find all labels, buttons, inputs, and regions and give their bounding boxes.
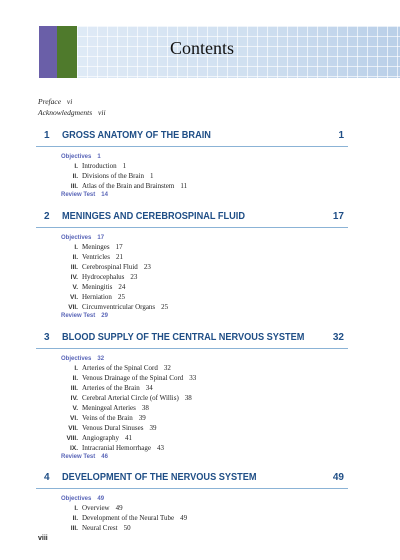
entry-numeral: VIII.: [66, 435, 78, 442]
entry-numeral: III.: [70, 385, 78, 392]
entry-text: Overview: [82, 504, 110, 512]
entry-text: Ventricles: [82, 253, 110, 261]
entry-text: Cerebral Arterial Circle (of Willis): [82, 394, 179, 402]
toc-entry[interactable]: [56, 162, 126, 170]
chapter-3-review-test[interactable]: [61, 454, 108, 460]
toc-entry[interactable]: [56, 504, 123, 512]
toc-entry[interactable]: [56, 364, 171, 372]
entry-numeral: III.: [70, 264, 78, 271]
chapter-1-review-test[interactable]: [61, 192, 108, 198]
toc-entry[interactable]: [56, 444, 164, 452]
entry-text: Circumventricular Organs: [82, 303, 156, 311]
entry-page: 24: [118, 283, 126, 291]
entry-text: Arteries of the Spinal Cord: [82, 364, 158, 372]
toc-entry[interactable]: [56, 182, 187, 190]
entry-text: Cerebrospinal Fluid: [82, 263, 138, 271]
chapter-number: 3: [44, 332, 50, 343]
entry-page: 38: [184, 394, 192, 402]
chapter-1-objectives[interactable]: [61, 154, 101, 160]
toc-entry[interactable]: [56, 283, 125, 291]
entry-page: 25: [117, 293, 125, 301]
entry-page: 17: [115, 243, 123, 251]
front-matter-label: Acknowledgments: [38, 108, 93, 117]
toc-entry[interactable]: [56, 374, 196, 382]
chapter-2-review-test[interactable]: [61, 313, 108, 319]
blue-grid-band: [77, 26, 400, 78]
front-matter-page: vii: [98, 108, 106, 117]
entry-page: 1: [122, 162, 127, 170]
entry-text: Veins of the Brain: [82, 414, 133, 422]
entry-text: Meningitis: [82, 283, 113, 291]
toc-entry[interactable]: [56, 524, 131, 532]
entry-text: Meninges: [82, 243, 110, 251]
review-label: Review Test: [61, 313, 96, 319]
chapter-page: 1: [338, 130, 344, 141]
chapter-number: 4: [44, 472, 50, 483]
objectives-page: 17: [97, 235, 105, 241]
entry-numeral: I.: [74, 244, 78, 251]
entry-text: Atlas of the Brain and Brainstem: [82, 182, 175, 190]
front-matter-label: Preface: [38, 97, 62, 106]
toc-entry[interactable]: [56, 293, 125, 301]
toc-entry[interactable]: [56, 303, 168, 311]
entry-text: Divisions of the Brain: [82, 172, 145, 180]
entry-page: 39: [138, 414, 146, 422]
chapter-title: BLOOD SUPPLY OF THE CENTRAL NERVOUS SYSTEM: [62, 332, 305, 343]
entry-page: 23: [130, 273, 138, 281]
toc-entry[interactable]: [56, 394, 192, 402]
chapter-3-objectives[interactable]: [61, 356, 104, 362]
entry-text: Venous Dural Sinuses: [82, 424, 144, 432]
entry-numeral: V.: [72, 284, 78, 291]
front-matter-page: vi: [66, 97, 73, 106]
objectives-page: 1: [97, 154, 101, 160]
chapter-page: 49: [332, 472, 344, 483]
entry-page: 11: [180, 182, 188, 190]
review-page: 46: [101, 454, 108, 460]
chapter-title: MENINGES AND CEREBROSPINAL FLUID: [62, 211, 245, 222]
toc-entry[interactable]: [56, 434, 132, 442]
chapter-3-heading[interactable]: [36, 330, 348, 349]
entry-numeral: VII.: [68, 425, 78, 432]
toc-entry[interactable]: [56, 172, 154, 180]
entry-numeral: V.: [72, 405, 78, 412]
entry-page: 34: [145, 384, 153, 392]
entry-numeral: IV.: [70, 395, 78, 402]
green-color-bar: [57, 26, 77, 78]
toc-entry[interactable]: [56, 263, 151, 271]
entry-page: 43: [157, 444, 164, 452]
entry-text: Meningeal Arteries: [82, 404, 136, 412]
entry-numeral: VII.: [68, 304, 78, 311]
chapter-4-heading[interactable]: [36, 470, 348, 489]
chapter-number: 2: [44, 211, 50, 222]
review-page: 29: [101, 313, 108, 319]
entry-numeral: II.: [72, 254, 78, 261]
objectives-page: 49: [97, 496, 105, 502]
entry-text: Arteries of the Brain: [82, 384, 140, 392]
entry-text: Neural Crest: [82, 524, 118, 532]
entry-text: Hydrocephalus: [82, 273, 125, 281]
entry-page: 25: [161, 303, 169, 311]
entry-text: Venous Drainage of the Spinal Cord: [82, 374, 184, 382]
entry-text: Development of the Neural Tube: [82, 514, 175, 522]
front-matter-acknowledgments[interactable]: [38, 108, 106, 117]
toc-entry[interactable]: [56, 404, 149, 412]
chapter-page: 17: [332, 211, 344, 222]
objectives-label: Objectives: [61, 235, 92, 241]
chapter-2-heading[interactable]: [36, 209, 348, 228]
chapter-title: DEVELOPMENT OF THE NERVOUS SYSTEM: [62, 472, 257, 483]
chapter-number: 1: [44, 130, 50, 141]
entry-page: 21: [116, 253, 123, 261]
entry-text: Herniation: [82, 293, 112, 301]
entry-page: 49: [115, 504, 123, 512]
page-number: viii: [38, 535, 48, 542]
entry-numeral: II.: [72, 515, 78, 522]
entry-numeral: I.: [74, 163, 78, 170]
entry-page: 50: [123, 524, 131, 532]
chapter-page: 32: [332, 332, 344, 343]
review-page: 14: [101, 192, 108, 198]
objectives-label: Objectives: [61, 356, 92, 362]
chapter-4-objectives[interactable]: [61, 496, 104, 502]
entry-text: Intracranial Hemorrhage: [82, 444, 151, 452]
review-label: Review Test: [61, 192, 96, 198]
purple-color-bar: [39, 26, 57, 78]
toc-entry[interactable]: [56, 514, 187, 522]
toc-entry[interactable]: [56, 384, 153, 392]
entry-text: Angiography: [82, 434, 119, 442]
chapter-1-heading[interactable]: [36, 128, 348, 147]
toc-entry[interactable]: [56, 243, 123, 251]
entry-page: 32: [163, 364, 171, 372]
toc-entry[interactable]: [56, 414, 146, 422]
entry-page: 41: [124, 434, 132, 442]
entry-page: 33: [189, 374, 197, 382]
chapter-2-objectives[interactable]: [61, 235, 104, 241]
entry-numeral: III.: [70, 525, 78, 532]
page-title: Contents: [170, 38, 235, 58]
objectives-label: Objectives: [61, 154, 92, 160]
objectives-page: 32: [97, 356, 105, 362]
entry-page: 1: [150, 172, 154, 180]
entry-numeral: VI.: [70, 294, 78, 301]
entry-numeral: IV.: [70, 274, 78, 281]
entry-page: 39: [149, 424, 157, 432]
toc-entry[interactable]: [56, 273, 137, 281]
entry-numeral: IX.: [70, 445, 78, 452]
entry-numeral: I.: [74, 365, 78, 372]
entry-page: 49: [180, 514, 188, 522]
entry-numeral: II.: [72, 173, 78, 180]
toc-entry[interactable]: [56, 424, 156, 432]
entry-text: Introduction: [82, 162, 117, 170]
entry-page: 23: [143, 263, 151, 271]
chapter-title: GROSS ANATOMY OF THE BRAIN: [62, 130, 211, 141]
entry-numeral: I.: [74, 505, 78, 512]
entry-page: 38: [141, 404, 149, 412]
entry-numeral: III.: [70, 183, 78, 190]
front-matter-preface[interactable]: [38, 97, 72, 106]
review-label: Review Test: [61, 454, 96, 460]
objectives-label: Objectives: [61, 496, 92, 502]
contents-banner: [0, 26, 400, 78]
entry-numeral: VI.: [70, 415, 78, 422]
toc-entry[interactable]: [56, 253, 123, 261]
entry-numeral: II.: [72, 375, 78, 382]
